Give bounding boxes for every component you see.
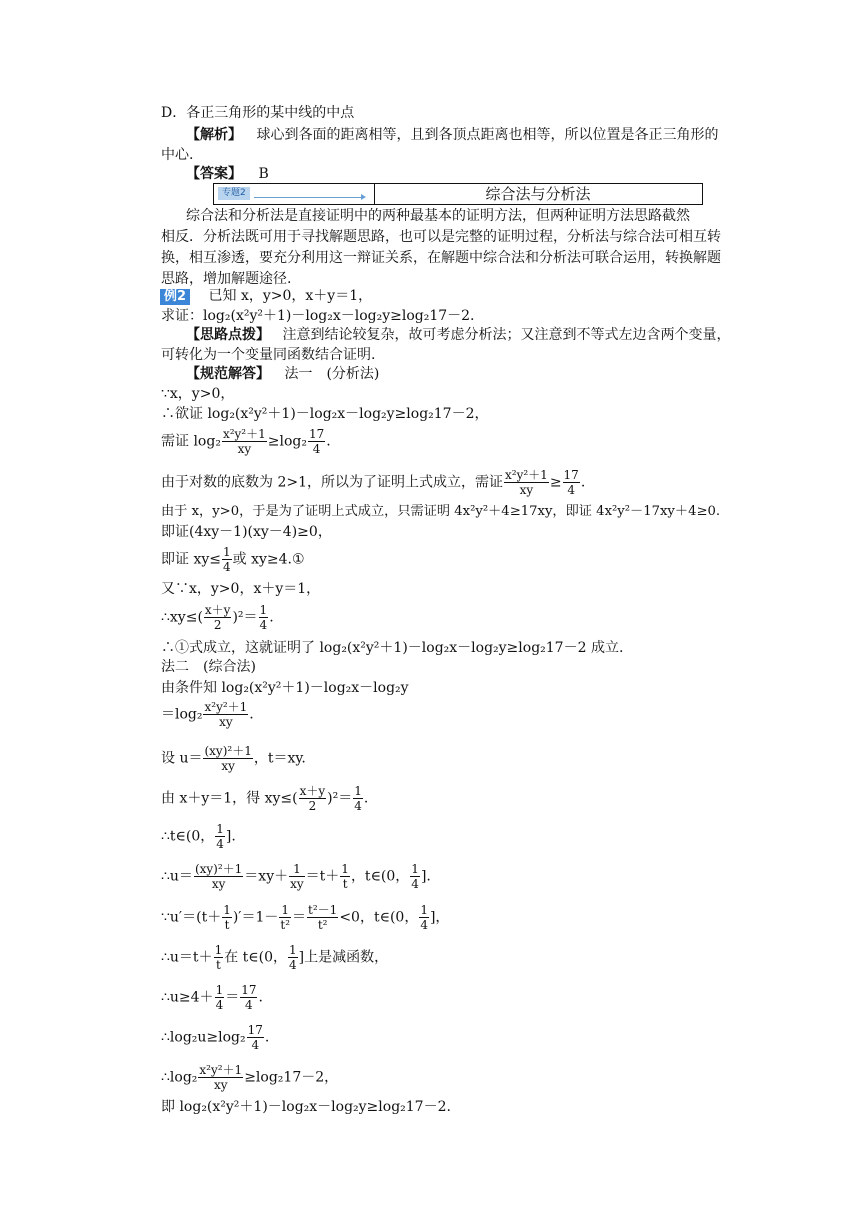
numerator: 1 <box>223 903 231 917</box>
math-text: . <box>249 706 254 723</box>
denominator: xy <box>290 877 304 891</box>
math-text: ∴u＝ <box>161 868 193 885</box>
denominator: 4 <box>312 442 321 456</box>
step-line <box>161 468 585 497</box>
math-text: ]， <box>429 909 450 926</box>
fraction <box>203 700 248 729</box>
intro-line-3: 换，相互渗透，要充分利用这一辩证关系，在解题中综合法和分析法可联合运用，转换解题 <box>161 250 721 266</box>
fraction <box>259 603 269 632</box>
math-text: ＝xy＋ <box>244 868 289 885</box>
example-badge: 例2 <box>160 289 190 305</box>
analysis-text: 球心到各面的距离相等，且到各顶点距离也相等，所以位置是各正三角形的 <box>256 127 719 143</box>
step-line <box>161 700 254 729</box>
math-text: ≥log₂ <box>267 433 307 450</box>
numerator: 17 <box>308 427 325 441</box>
denominator: xy <box>214 1078 228 1092</box>
numerator: 17 <box>247 1023 263 1037</box>
conclusion-line: 即 log₂(x²y²＋1)－log₂x－log₂y≥log₂17－2. <box>161 1099 451 1115</box>
step-line <box>161 744 306 773</box>
math-text: . <box>258 989 263 1006</box>
hint-cont: 可转化为一个变量同函数结合证明. <box>161 347 376 363</box>
denominator: 4 <box>411 877 419 891</box>
math-text: 需证 log₂ <box>161 433 221 450</box>
fraction <box>563 468 580 497</box>
denominator: 4 <box>259 618 268 632</box>
fraction <box>288 943 298 972</box>
math-text: . <box>580 474 586 491</box>
denominator: 2 <box>213 618 222 632</box>
topic-tag <box>214 184 375 204</box>
fraction <box>198 1063 243 1092</box>
option-d: D．各正三角形的某中线的中点 <box>161 105 355 121</box>
numerator: (xy)²＋1 <box>204 744 252 758</box>
denominator: t <box>342 877 348 891</box>
math-text: ≥ <box>549 474 562 491</box>
step-line <box>161 822 236 851</box>
fraction <box>215 983 225 1012</box>
math-text: ＝log₂ <box>161 706 203 723</box>
step-line: 又∵x，y>0，x＋y＝1， <box>161 581 321 597</box>
denominator: t <box>224 918 230 932</box>
math-text: ＝ <box>225 989 240 1006</box>
denominator: t² <box>317 918 328 932</box>
analysis-line <box>186 126 718 144</box>
numerator: 1 <box>281 903 290 917</box>
step-line: 即证(4xy－1)(xy－4)≥0， <box>161 524 332 540</box>
step-line <box>161 545 305 574</box>
math-text: ，t∈(0， <box>350 868 410 885</box>
hint-line <box>186 326 730 344</box>
fraction <box>247 1023 264 1052</box>
numerator: x²y²＋1 <box>204 700 248 714</box>
math-text: ∴t∈(0， <box>161 828 215 845</box>
numerator: t²－1 <box>308 903 338 917</box>
fraction <box>222 545 232 574</box>
math-text: ＝t＋ <box>305 868 340 885</box>
numerator: 17 <box>241 983 257 997</box>
fraction <box>419 903 429 932</box>
denominator: xy <box>237 442 252 456</box>
solution-label: 【规范解答】 <box>186 366 270 382</box>
math-text: )²＝ <box>232 609 258 626</box>
numerator: 1 <box>214 943 223 957</box>
math-text: ]. <box>420 868 431 885</box>
step-line <box>161 427 331 456</box>
numerator: (xy)²＋1 <box>194 862 243 876</box>
numerator: 1 <box>411 862 419 876</box>
step-line <box>161 784 368 813</box>
math-text: ∴log₂ <box>161 1069 198 1086</box>
numerator: x²y²＋1 <box>222 427 266 441</box>
analysis-cont: 中心. <box>161 147 194 163</box>
step-line <box>161 983 263 1012</box>
math-text: 在 t∈(0， <box>224 949 288 966</box>
example-text: 已知 x，y>0，x＋y＝1， <box>208 288 373 304</box>
intro-line-1: 综合法和分析法是直接证明中的两种最基本的证明方法，但两种证明方法思路截然 <box>186 208 690 224</box>
numerator: 1 <box>289 862 305 877</box>
fraction <box>353 784 363 813</box>
numerator: x²y²＋1 <box>505 468 548 482</box>
numerator: 1 <box>289 943 297 957</box>
method2-label: 法二 (综合法) <box>161 659 256 675</box>
math-text: 由于对数的底数为 2>1，所以为了证明上式成立，需证 <box>161 474 503 491</box>
numerator: x²y²＋1 <box>199 1063 243 1077</box>
numerator: x＋y <box>204 603 231 617</box>
step-line: 由于 x，y>0，于是为了证明上式成立，只需证明 4x²y²＋4≥17xy，即证 4x²y²－17xy＋4≥0. <box>161 504 721 519</box>
math-text: . <box>264 1029 270 1046</box>
numerator: 1 <box>354 784 362 798</box>
numerator: 1 <box>259 603 268 617</box>
fraction <box>194 862 243 891</box>
analysis-label: 【解析】 <box>186 127 242 143</box>
fraction <box>204 603 232 632</box>
math-text: . <box>326 433 331 450</box>
fraction <box>289 862 305 891</box>
step-line: ∴①式成立，这就证明了 log₂(x²y²＋1)－log₂x－log₂y≥log₂17－2 成立. <box>161 640 624 656</box>
math-text: ，t＝xy. <box>253 750 306 767</box>
math-text: ∴log₂u≥log₂ <box>161 1029 246 1046</box>
step-line: 由条件知 log₂(x²y²＋1)－log₂x－log₂y <box>161 680 409 696</box>
numerator: 1 <box>223 545 231 559</box>
step-line: ∴欲证 log₂(x²y²＋1)－log₂x－log₂y≥log₂17－2， <box>161 406 489 422</box>
math-text: )′＝1－ <box>232 909 279 926</box>
step-line <box>161 1063 338 1092</box>
math-text: 即证 xy≤ <box>161 551 221 568</box>
denominator: 4 <box>289 958 297 972</box>
math-text: . <box>363 790 369 807</box>
answer-label: 【答案】 <box>186 166 242 182</box>
intro-line-2: 相反．分析法既可用于寻找解题思路，也可以是完整的证明过程，分析法与综合法可相互转 <box>161 229 721 245</box>
denominator: 2 <box>308 799 317 813</box>
math-text: <0，t∈(0， <box>339 909 419 926</box>
math-text: ≥log₂17－2， <box>244 1069 339 1086</box>
math-text: ∴u≥4＋ <box>161 989 214 1006</box>
fraction <box>299 784 327 813</box>
math-text: ]上是减函数， <box>298 949 389 966</box>
denominator: 4 <box>215 998 224 1012</box>
numerator: 1 <box>341 862 349 876</box>
denominator: 4 <box>420 918 428 932</box>
fraction <box>240 983 257 1012</box>
numerator: 1 <box>216 822 224 836</box>
math-text: ]. <box>225 828 236 845</box>
topic-chip: 专题2 <box>218 187 250 200</box>
fraction <box>410 862 420 891</box>
fraction <box>279 903 291 932</box>
numerator: 1 <box>420 903 428 917</box>
denominator: 4 <box>245 998 253 1012</box>
fraction <box>215 822 225 851</box>
arrow-icon <box>254 197 364 198</box>
math-text: ＝ <box>292 909 307 926</box>
fraction <box>307 903 338 932</box>
method1-label: 法一 (分析法) <box>284 366 380 382</box>
answer-line <box>186 165 269 183</box>
denominator: t <box>215 958 221 972</box>
denominator: 4 <box>216 837 224 851</box>
fraction <box>222 427 267 456</box>
denominator: 4 <box>354 799 362 813</box>
denominator: 4 <box>567 483 575 497</box>
math-text: ∴xy≤( <box>161 609 203 626</box>
hint-text: 注意到结论较复杂，故可考虑分析法；又注意到不等式左边含两个变量， <box>282 327 731 343</box>
denominator: 4 <box>251 1038 260 1052</box>
fraction <box>340 862 350 891</box>
denominator: 4 <box>223 560 231 574</box>
fraction <box>214 943 224 972</box>
numerator: 1 <box>215 983 224 997</box>
step-line <box>161 903 449 932</box>
math-text: . <box>269 609 274 626</box>
fraction <box>222 903 232 932</box>
solution-head <box>186 365 379 383</box>
denominator: xy <box>519 483 534 497</box>
step-line <box>161 862 431 891</box>
math-text: 或 xy≥4.① <box>232 551 305 568</box>
hint-label: 【思路点拨】 <box>186 327 270 343</box>
denominator: xy <box>219 715 233 729</box>
topic-title: 综合法与分析法 <box>485 185 591 203</box>
denominator: xy <box>221 759 235 773</box>
math-text: 设 u＝ <box>161 750 203 767</box>
math-text: 由 x＋y＝1，得 xy≤( <box>161 790 298 807</box>
math-text: )²＝ <box>327 790 353 807</box>
fraction <box>203 744 252 773</box>
step-line <box>161 603 274 632</box>
topic-header <box>213 183 703 205</box>
numerator: x＋y <box>299 784 326 798</box>
step-line <box>161 943 388 972</box>
math-text: ∵u′＝(t＋ <box>161 909 222 926</box>
numerator: 17 <box>563 468 579 482</box>
answer-value: B <box>258 166 269 182</box>
prove-line: 求证：log₂(x²y²＋1)－log₂x－log₂y≥log₂17－2. <box>161 308 475 324</box>
fraction <box>504 468 549 497</box>
intro-line-4: 思路，增加解题途径. <box>161 271 292 287</box>
denominator: xy <box>211 877 226 891</box>
step-line: ∵x，y>0， <box>161 386 235 402</box>
math-text: ∴u＝t＋ <box>161 949 213 966</box>
step-line <box>161 1023 269 1052</box>
example-line <box>160 287 372 305</box>
denominator: t² <box>280 918 291 932</box>
fraction <box>308 427 325 456</box>
